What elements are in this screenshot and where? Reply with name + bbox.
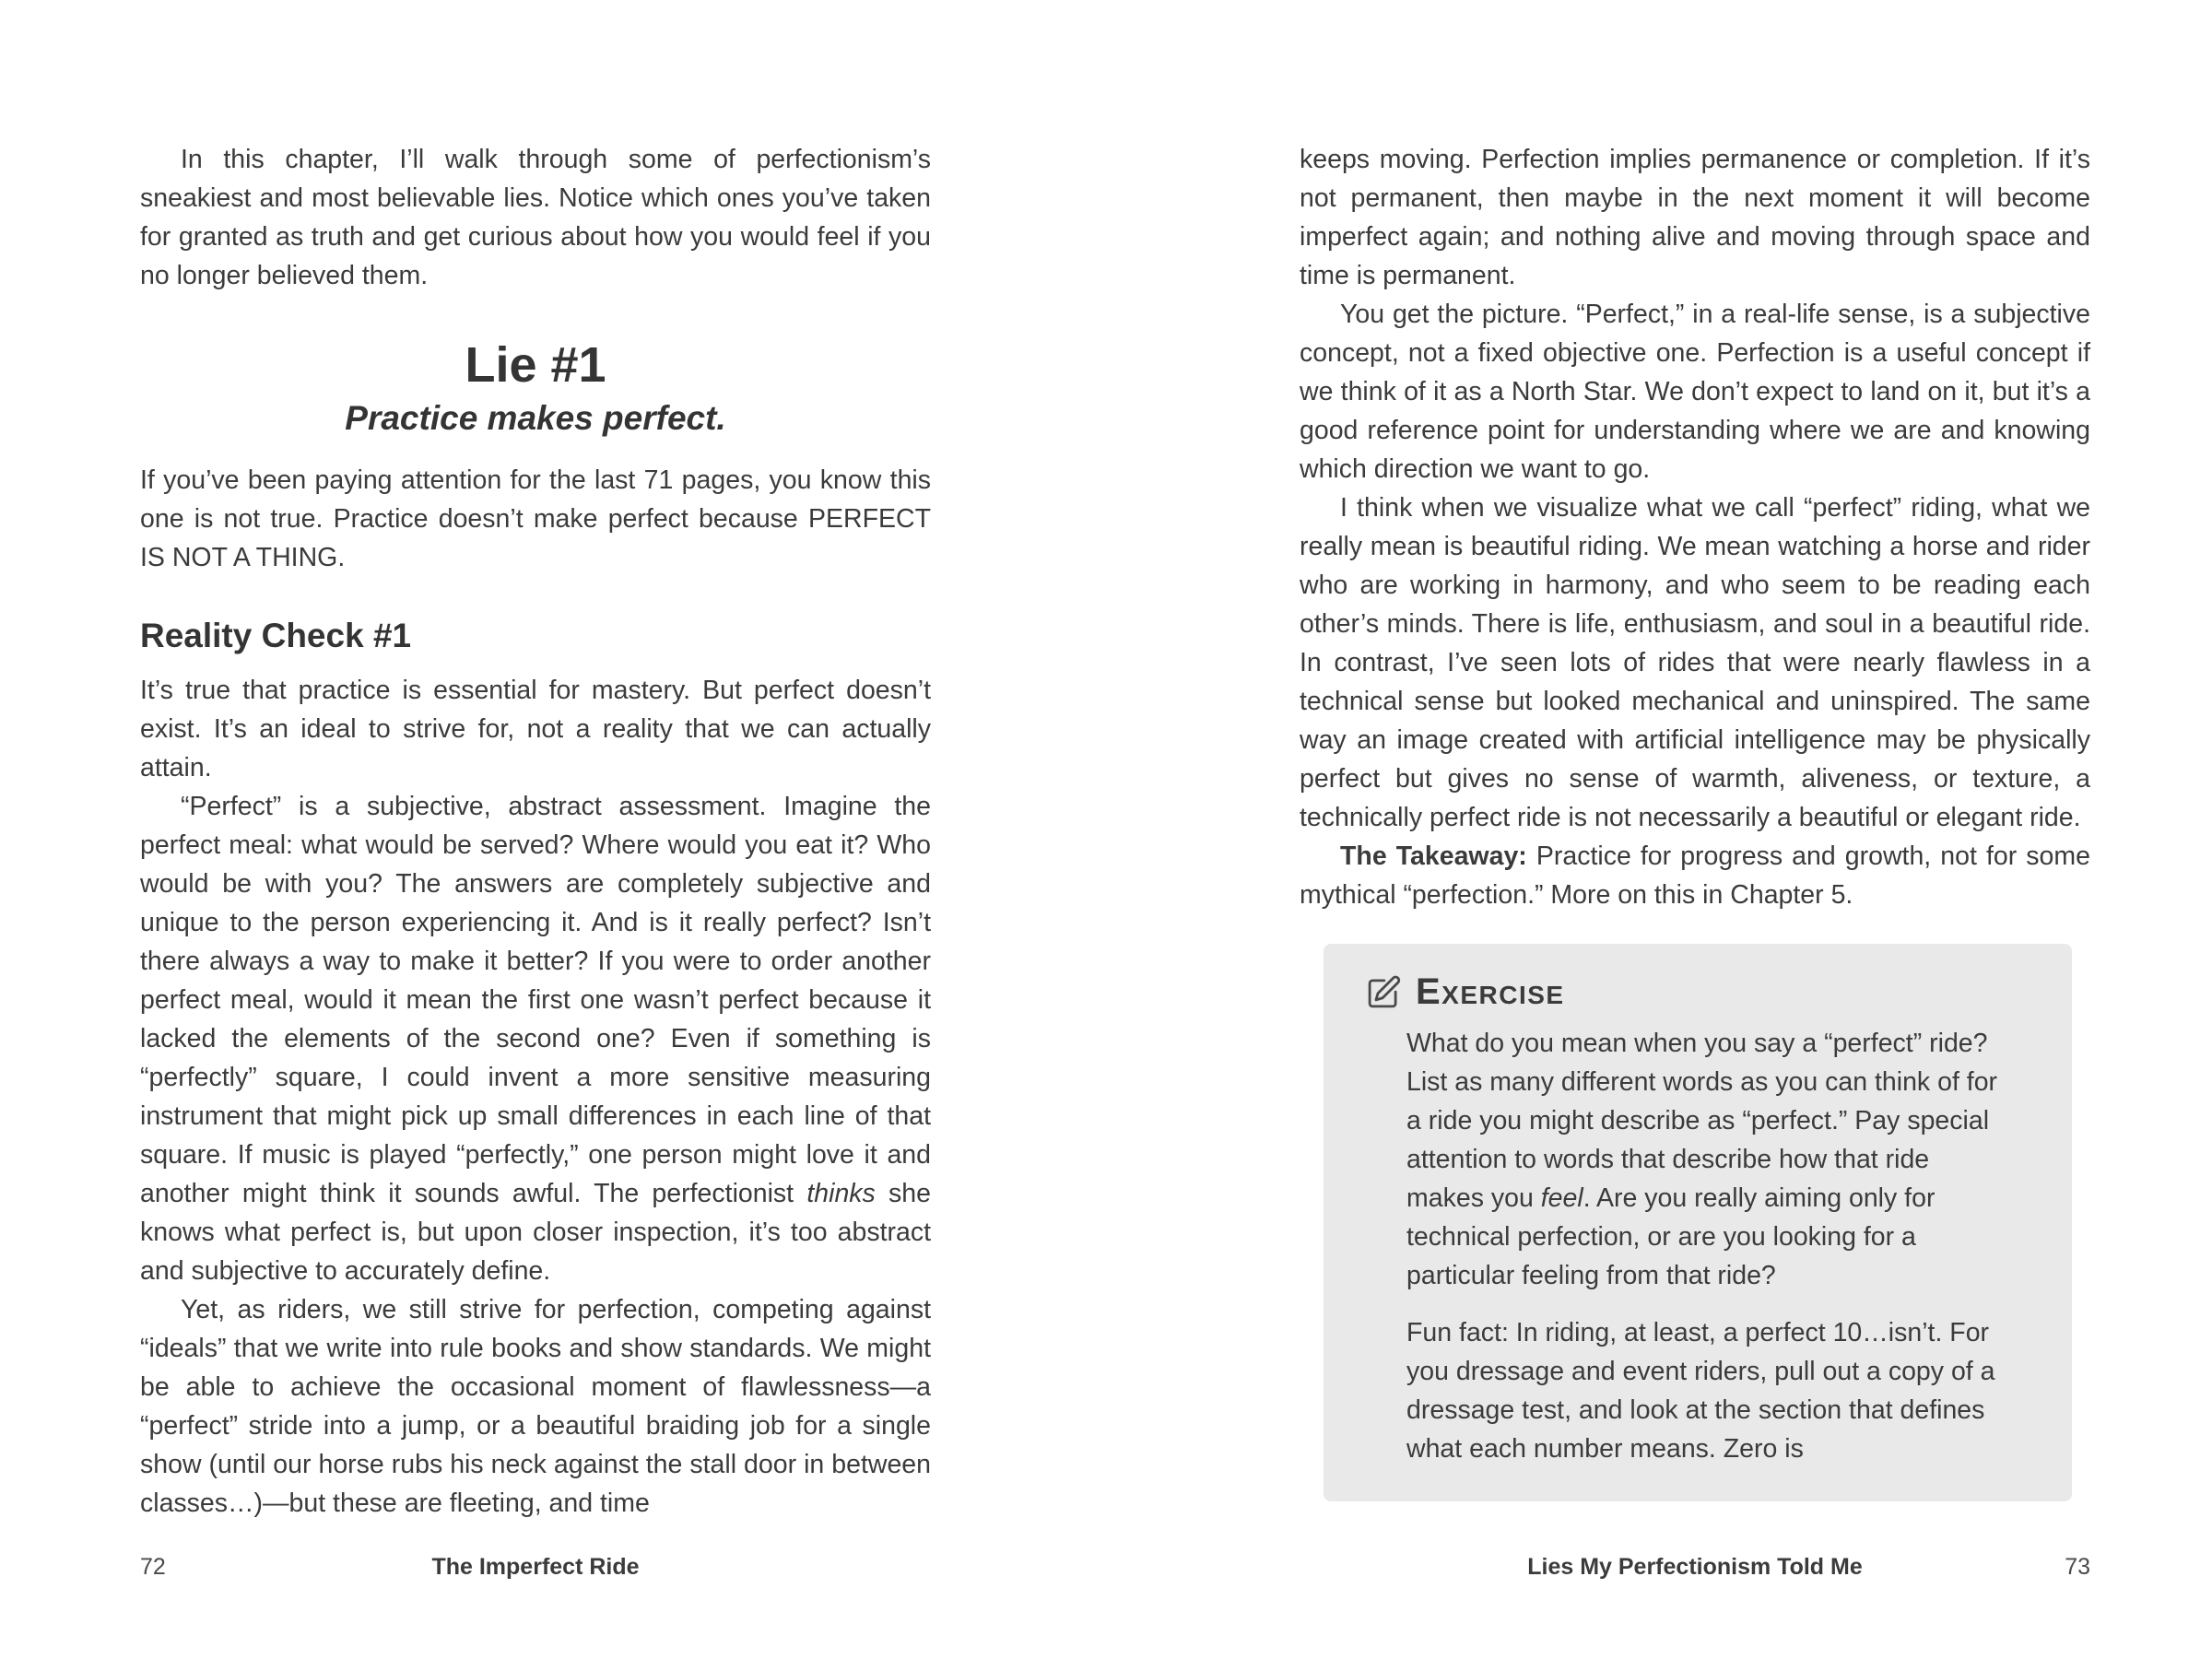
running-title-left: The Imperfect Ride bbox=[431, 1554, 640, 1580]
reality-check-heading: Reality Check #1 bbox=[140, 617, 412, 654]
exercise-title: Exercise bbox=[1416, 971, 1565, 1012]
pencil-icon bbox=[1364, 973, 1403, 1012]
body-paragraph: keeps moving. Perfection implies permanence or completion. If it’s not permanent, then maybe in the next moment it will become imperfect again; and nothing alive and moving through space and time is permanent. bbox=[1300, 145, 2090, 290]
lie-1-subtitle: Practice makes perfect. bbox=[345, 399, 726, 437]
page-number-right: 73 bbox=[2065, 1554, 2090, 1580]
page-left bbox=[140, 140, 931, 1523]
lie-1-heading: Lie #1 bbox=[465, 337, 606, 393]
body-paragraph: I think when we visualize what we call “perfect” riding, what we really mean is beautiful riding. We mean watching a horse and rider who are working in harmony, and who seem to be reading each other’s minds. There is life, enthusiasm, and soul in a beautiful ride. In contrast, I’ve seen lots of rides that were nearly flawless in a technical sense but looked mechanical and uninspired. The same way an image created with artificial intelligence may be physically perfect but gives no sense of warmth, aliveness, or texture, a technically perfect ride is not necessarily a beautiful or elegant ride. bbox=[1300, 493, 2090, 832]
reality-check-paragraph: “Perfect” is a subjective, abstract assessment. Imagine the perfect meal: what would be served? Where would you eat it? Who would be with you? The answers are completely subjective and unique to the person experiencing it. And is it really perfect? Isn’t there always a way to make it better? If you were to order another perfect meal, would it mean the first one wasn’t perfect because it lacked the elements of the second one? Even if something is “perfectly” square, I could invent a more sensitive measuring instrument that might pick up small differences in each line of that square. If music is played “perfectly,” one person might love it and another might think it sounds awful. The perfectionist thinks she knows what perfect is, but upon closer inspection, it’s too abstract and subjective to accurately define. bbox=[140, 792, 931, 1286]
exercise-box bbox=[1324, 944, 2072, 1501]
body-paragraph: You get the picture. “Perfect,” in a real-life sense, is a subjective concept, not a fixed objective one. Perfection is a useful concept if we think of it as a North Star. We don’t expect to land on it, but it’s a good reference point for understanding where we are and knowing which direction we want to go. bbox=[1300, 300, 2090, 484]
page-number-left: 72 bbox=[140, 1554, 166, 1580]
lie-1-paragraph: If you’ve been paying attention for the last 71 pages, you know this one is not true. Practice doesn’t make perfect because PERFECT IS NOT A THING. bbox=[140, 465, 931, 572]
running-title-right: Lies My Perfectionism Told Me bbox=[1527, 1554, 1863, 1580]
page-right bbox=[1300, 140, 2090, 1501]
reality-check-paragraph: Yet, as riders, we still strive for perfection, competing against “ideals” that we write into rule books and show standards. We might be able to achieve the occasional moment of flawlessness—a “perfect” stride into a jump, or a beautiful braiding job for a single show (until our horse rubs his neck against the stall door in between classes…)—but these are fleeting, and time bbox=[140, 1295, 931, 1518]
exercise-paragraph: What do you mean when you say a “perfect” ride? List as many different words as you can think of for a ride you might describe as “perfect.” Pay special attention to words that describe how that ride makes you feel. Are you really aiming only for technical perfection, or are you looking for a particular feeling from that ride? bbox=[1406, 1029, 1998, 1290]
intro-paragraph: In this chapter, I’ll walk through some of perfectionism’s sneakiest and most believable lies. Notice which ones you’ve taken for granted as truth and get curious about how you would feel if you no longer believed them. bbox=[140, 145, 931, 290]
exercise-title-row bbox=[1364, 971, 2013, 1013]
reality-check-paragraph: It’s true that practice is essential for mastery. But perfect doesn’t exist. It’s an ideal to strive for, not a reality that we can actually attain. bbox=[140, 676, 931, 782]
takeaway-paragraph: The Takeaway: Practice for progress and growth, not for some mythical “perfection.” More on this in Chapter 5. bbox=[1300, 841, 2090, 910]
exercise-paragraph: Fun fact: In riding, at least, a perfect 10…isn’t. For you dressage and event riders, pull out a copy of a dressage test, and look at the section that defines what each number means. Zero is bbox=[1406, 1318, 1995, 1464]
